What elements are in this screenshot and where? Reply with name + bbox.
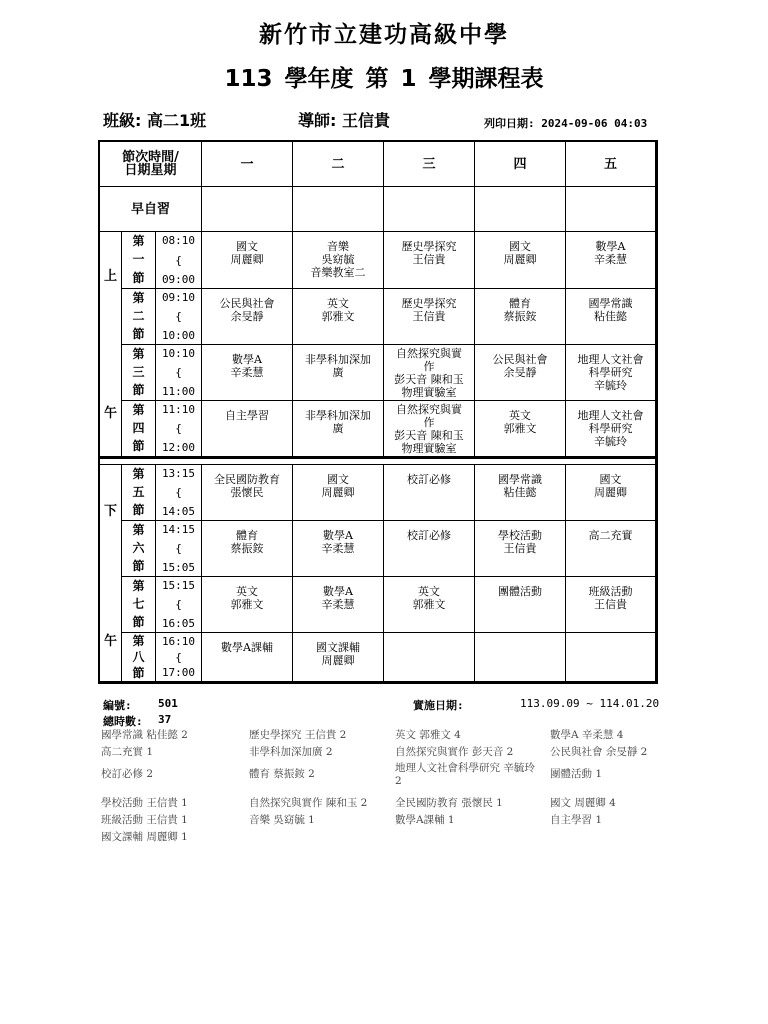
course-cell <box>293 232 384 289</box>
course-line: 彭天音 陳和玉 <box>394 373 464 386</box>
timetable-grid <box>98 140 658 684</box>
period-name-line: 節 <box>132 327 145 342</box>
course-line: 校訂必修 <box>407 529 451 542</box>
period-time-line: 08:10 <box>161 234 196 247</box>
morning-study-cell <box>384 187 475 232</box>
hours-value: 37 <box>158 713 172 726</box>
period-value: 113.09.09 ~ 114.01.20 <box>520 697 660 710</box>
course-line: 自主學習 <box>225 409 269 422</box>
course-cell <box>293 345 384 401</box>
period-name-line: 五 <box>132 484 145 499</box>
period-time-line: { <box>175 253 182 267</box>
period-time-line: 15:15 <box>161 579 196 592</box>
period-name-line: 第 <box>132 578 145 593</box>
course-line: 辛毓玲 <box>594 379 627 392</box>
period-name-line: 第 <box>132 402 145 417</box>
course-line: 高二充實 <box>588 529 633 542</box>
period-name <box>122 633 156 682</box>
period-time <box>156 401 202 457</box>
course-line: 數學A課輔 <box>221 641 273 654</box>
course-cell <box>475 465 566 521</box>
period-name-line: 第 <box>132 290 145 305</box>
period-name-line: 二 <box>132 308 145 323</box>
course-cell <box>566 633 656 682</box>
course-cell <box>475 345 566 401</box>
course-line: 學校活動 <box>498 529 542 542</box>
period-name <box>122 345 156 401</box>
course-cell <box>475 289 566 345</box>
period-time-line: { <box>175 486 182 499</box>
course-line: 粘佳懿 <box>503 486 537 499</box>
course-line: 蔡振銨 <box>230 542 264 555</box>
period-name <box>122 465 156 521</box>
course-line: 英文 <box>418 585 440 598</box>
course-line: 辛毓玲 <box>594 435 627 448</box>
course-line: 數學A <box>323 585 353 598</box>
period-name <box>122 401 156 457</box>
course-line: 余旻靜 <box>503 366 537 379</box>
summary-item: 全民國防教育 張懷民 1 <box>395 797 503 809</box>
course-line: 張懷民 <box>230 486 264 499</box>
period-name-line: 三 <box>132 364 145 379</box>
course-line: 蔡振銨 <box>503 310 537 323</box>
course-line: 地理人文社會 <box>577 409 644 422</box>
course-line: 國文 <box>599 473 622 486</box>
course-line: 作 <box>423 416 435 429</box>
period-time <box>156 633 202 682</box>
course-line: 國學常識 <box>588 297 633 310</box>
course-cell <box>384 465 475 521</box>
course-cell <box>566 345 656 401</box>
course-cell <box>293 633 384 682</box>
summary-item: 自主學習 1 <box>550 814 603 826</box>
code-value: 501 <box>158 697 178 710</box>
teacher-label: 導師: 王信貴 <box>298 111 390 130</box>
course-line: 物理實驗室 <box>401 386 457 399</box>
course-line: 體育 <box>236 529 258 542</box>
period-name-line: 第 <box>132 466 145 481</box>
period-time-line: { <box>175 422 182 435</box>
lunch-separator <box>100 457 656 465</box>
course-line: 地理人文社會 <box>577 353 644 366</box>
summary-item: 團體活動 1 <box>550 768 603 780</box>
period-name <box>122 232 156 289</box>
course-line: 郭雅文 <box>412 598 446 611</box>
course-cell <box>475 521 566 577</box>
course-line: 音樂教室二 <box>310 266 366 279</box>
period-time-line: 16:10 <box>161 635 196 648</box>
period-name-line: 節 <box>132 503 145 518</box>
period-time-line: { <box>175 650 182 664</box>
course-line: 辛柔慧 <box>321 542 355 555</box>
course-cell <box>384 577 475 633</box>
course-line: 吳窈毓 <box>321 253 355 266</box>
course-line: 英文 <box>509 409 531 422</box>
summary-item: 公民與社會 余旻靜 2 <box>550 746 648 758</box>
course-line: 音樂 <box>327 240 349 253</box>
summary-item: 音樂 吳窈毓 1 <box>249 814 315 826</box>
period-name-line: 八 <box>132 649 145 664</box>
summary-item: 國學常識 粘佳懿 2 <box>101 729 188 741</box>
period-time-line: 09:00 <box>161 273 196 286</box>
course-line: 非學科加深加 <box>305 409 371 422</box>
course-line: 國文 <box>236 240 258 253</box>
course-line: 科學研究 <box>588 422 633 435</box>
course-cell <box>293 289 384 345</box>
course-line: 英文 <box>236 585 258 598</box>
course-line: 歷史學探究 <box>401 240 457 253</box>
day-header: 三 <box>384 142 475 187</box>
course-line: 王信貴 <box>412 310 446 323</box>
summary-item: 非學科加深加廣 2 <box>249 746 333 758</box>
period-time-line: 15:05 <box>161 561 196 574</box>
course-cell <box>293 465 384 521</box>
course-line: 非學科加深加 <box>305 353 371 366</box>
period-time-line: 11:10 <box>161 403 196 416</box>
header-corner <box>100 142 202 187</box>
course-line: 廣 <box>332 422 344 435</box>
summary-item: 高二充實 1 <box>101 746 154 758</box>
period-time-line: { <box>175 598 182 611</box>
period-time <box>156 577 202 633</box>
course-line: 余旻靜 <box>230 310 264 323</box>
course-line: 校訂必修 <box>407 473 451 486</box>
course-line: 王信貴 <box>412 253 446 266</box>
course-line: 郭雅文 <box>503 422 537 435</box>
period-name <box>122 289 156 345</box>
period-name-line: 六 <box>132 540 145 555</box>
course-cell <box>566 289 656 345</box>
course-cell <box>475 401 566 457</box>
class-label: 班級: 高二1班 <box>103 111 207 130</box>
course-line: 體育 <box>509 297 531 310</box>
period-time <box>156 232 202 289</box>
summary-item: 班級活動 王信貴 1 <box>101 814 188 826</box>
course-line: 數學A <box>232 353 262 366</box>
schedule-title: 113 學年度 第 1 學期課程表 <box>224 66 544 92</box>
course-cell <box>202 232 293 289</box>
period-time <box>156 289 202 345</box>
summary-item: 英文 郭雅文 4 <box>395 729 461 741</box>
period-name-line: 第 <box>132 233 145 248</box>
period-name <box>122 577 156 633</box>
course-line: 廣 <box>332 366 344 379</box>
period-name-line: 七 <box>132 596 145 611</box>
period-name-line: 第 <box>132 522 145 537</box>
course-cell <box>566 232 656 289</box>
half-day-label: 上 <box>104 269 118 284</box>
course-cell <box>202 401 293 457</box>
course-line: 周麗卿 <box>321 486 355 499</box>
course-cell <box>566 521 656 577</box>
am-column <box>100 232 122 457</box>
day-header: 五 <box>566 142 656 187</box>
period-time-line: 10:00 <box>161 329 196 342</box>
course-line: 郭雅文 <box>321 310 355 323</box>
period-name-line: 四 <box>132 420 145 435</box>
period-time <box>156 345 202 401</box>
period-time-line: 14:15 <box>161 523 196 536</box>
period-name-line: 第 <box>132 633 145 648</box>
school-name: 新竹市立建功高級中學 <box>259 22 509 48</box>
course-cell <box>384 289 475 345</box>
course-line: 郭雅文 <box>230 598 264 611</box>
header-corner-line: 日期星期 <box>124 163 177 178</box>
period-time-line: { <box>175 366 182 379</box>
period-time-line: 14:05 <box>161 505 196 518</box>
course-cell <box>566 577 656 633</box>
half-day-label: 午 <box>104 634 118 649</box>
course-line: 公民與社會 <box>219 297 275 310</box>
course-line: 數學A <box>595 240 626 253</box>
morning-study-cell <box>566 187 656 232</box>
course-cell <box>293 577 384 633</box>
summary-item: 校訂必修 2 <box>101 768 154 780</box>
course-cell <box>566 401 656 457</box>
course-cell <box>475 633 566 682</box>
period-time-line: 11:00 <box>161 385 196 398</box>
course-line: 數學A <box>323 529 353 542</box>
summary-item: 國文 周麗卿 4 <box>550 797 616 809</box>
course-line: 團體活動 <box>498 585 542 598</box>
course-cell <box>202 345 293 401</box>
course-line: 周麗卿 <box>503 253 537 266</box>
course-line: 自然探究與實 <box>396 403 462 416</box>
course-line: 國文課輔 <box>316 641 360 654</box>
period-name-line: 節 <box>132 439 145 454</box>
period-time-line: { <box>175 542 182 555</box>
period-time-line: 10:10 <box>161 347 196 360</box>
course-line: 粘佳懿 <box>594 310 627 323</box>
summary-item: 體育 蔡振銨 2 <box>249 768 315 780</box>
course-line: 全民國防教育 <box>214 473 280 486</box>
summary-item: 歷史學探究 王信貴 2 <box>249 729 347 741</box>
period-time-line: { <box>175 310 182 323</box>
course-cell <box>566 465 656 521</box>
course-cell <box>293 521 384 577</box>
course-line: 國學常識 <box>498 473 542 486</box>
period-name-line: 節 <box>132 665 145 680</box>
course-cell <box>384 521 475 577</box>
course-cell <box>202 521 293 577</box>
code-label: 編號: <box>103 699 132 712</box>
course-cell <box>475 232 566 289</box>
period-time <box>156 521 202 577</box>
course-line: 辛柔慧 <box>321 598 355 611</box>
course-line: 周麗卿 <box>321 654 355 667</box>
summary-item: 自然探究與實作 陳和玉 2 <box>249 797 368 809</box>
period-name-line: 一 <box>132 252 145 267</box>
course-cell <box>202 633 293 682</box>
course-line: 作 <box>423 360 435 373</box>
course-cell <box>202 577 293 633</box>
summary-item: 學校活動 王信貴 1 <box>101 797 188 809</box>
day-header: 四 <box>475 142 566 187</box>
course-line: 辛柔慧 <box>594 253 627 266</box>
pm-column <box>100 465 122 682</box>
period-label: 實施日期: <box>413 699 464 712</box>
course-cell <box>384 232 475 289</box>
course-line: 國文 <box>509 240 531 253</box>
half-day-label: 午 <box>104 406 118 421</box>
period-name-line: 節 <box>132 615 145 630</box>
course-line: 班級活動 <box>588 585 633 598</box>
course-cell <box>384 345 475 401</box>
hours-label: 總時數: <box>103 715 143 728</box>
course-line: 王信貴 <box>594 598 627 611</box>
half-day-label: 下 <box>104 504 118 519</box>
print-date: 列印日期: 2024-09-06 04:03 <box>484 117 648 130</box>
course-line: 辛柔慧 <box>230 366 264 379</box>
summary-item: 自然探究與實作 彭天音 2 <box>395 746 514 758</box>
header-corner-line: 節次時間/ <box>122 150 179 165</box>
summary-item: 國文課輔 周麗卿 1 <box>101 831 188 843</box>
morning-study-cell <box>475 187 566 232</box>
course-line: 公民與社會 <box>492 353 548 366</box>
day-header: 一 <box>202 142 293 187</box>
period-time-line: 13:15 <box>161 467 196 480</box>
course-line: 科學研究 <box>588 366 633 379</box>
course-line: 周麗卿 <box>230 253 264 266</box>
period-name-line: 節 <box>132 271 145 286</box>
period-time-line: 16:05 <box>161 617 196 630</box>
summary-item: 數學A 辛柔慧 4 <box>550 729 624 741</box>
course-line: 國文 <box>327 473 349 486</box>
period-name-line: 節 <box>132 559 145 574</box>
course-line: 自然探究與實 <box>396 347 462 360</box>
period-time <box>156 465 202 521</box>
morning-study-label: 早自習 <box>100 187 202 232</box>
course-line: 英文 <box>327 297 349 310</box>
period-name <box>122 521 156 577</box>
period-name-line: 節 <box>132 383 145 398</box>
course-cell <box>475 577 566 633</box>
course-cell <box>202 465 293 521</box>
period-time-line: 17:00 <box>161 666 196 679</box>
course-cell <box>202 289 293 345</box>
course-line: 彭天音 陳和玉 <box>394 429 464 442</box>
course-cell <box>384 401 475 457</box>
course-line: 周麗卿 <box>594 486 627 499</box>
period-name-line: 第 <box>132 346 145 361</box>
course-line: 物理實驗室 <box>401 442 457 455</box>
course-line: 王信貴 <box>503 542 537 555</box>
course-line: 歷史學探究 <box>401 297 457 310</box>
morning-study-cell <box>293 187 384 232</box>
course-cell <box>384 633 475 682</box>
period-time-line: 12:00 <box>161 441 196 454</box>
day-header: 二 <box>293 142 384 187</box>
period-time-line: 09:10 <box>161 291 196 304</box>
summary-item: 數學A課輔 1 <box>395 814 455 826</box>
morning-study-cell <box>202 187 293 232</box>
course-cell <box>293 401 384 457</box>
summary-item: 地理人文社會科學研究 辛毓玲 2 <box>395 762 535 787</box>
